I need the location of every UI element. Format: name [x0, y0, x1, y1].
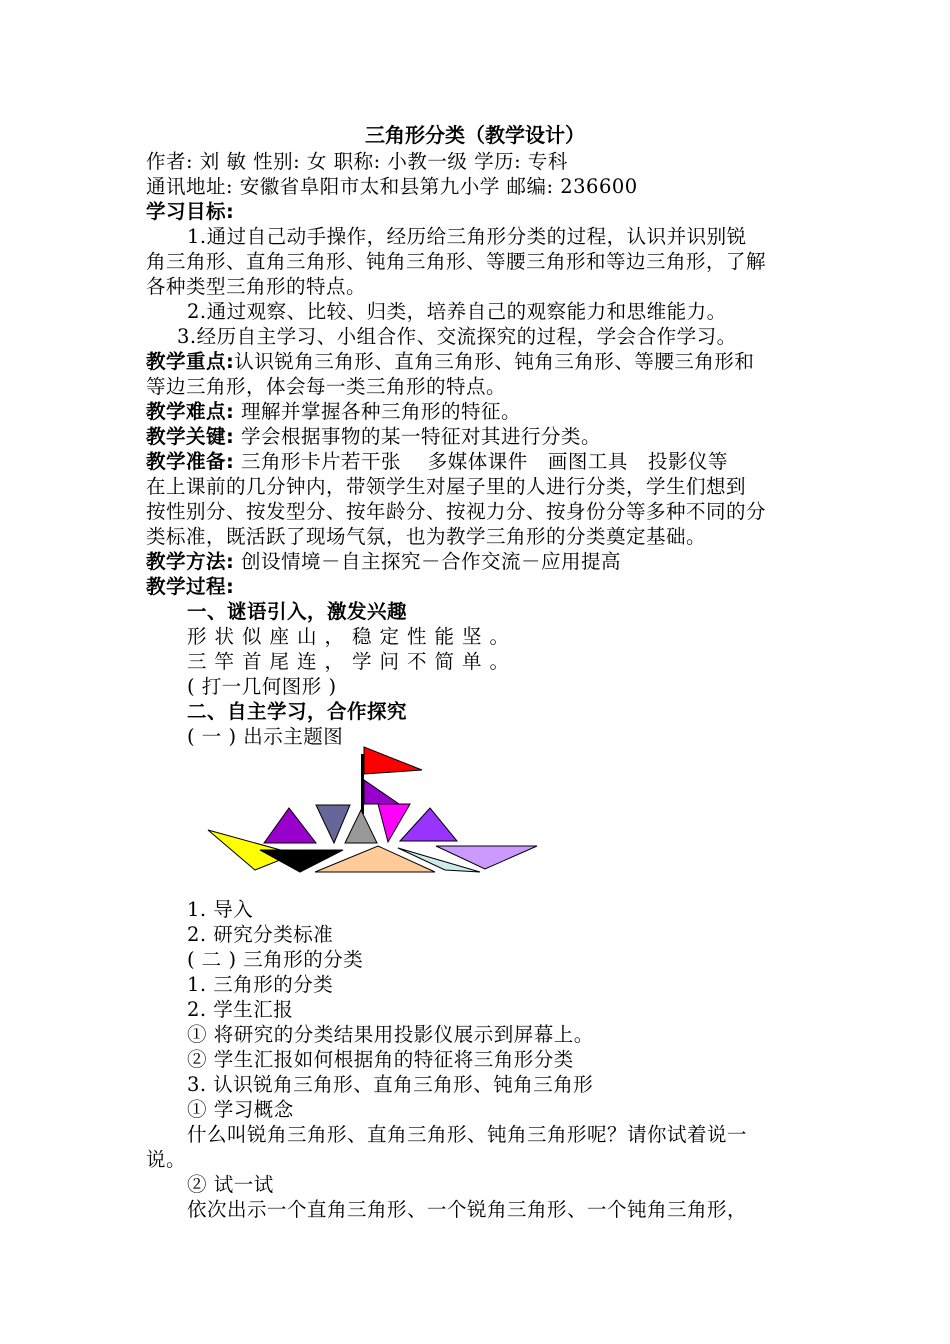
circled-item-2: ② 学生汇报如何根据角的特征将三角形分类 — [187, 1048, 574, 1071]
method-text: 创设情境－自主探究－合作交流－应用提高 — [241, 550, 622, 573]
prep-label: 教学准备: — [146, 450, 235, 473]
violet-triangle-left — [264, 808, 316, 843]
prep-paragraph-line-1: 在上课前的几分钟内，带领学生对屋子里的人进行分类，学生们想到 — [146, 475, 747, 498]
item-student-report: 2. 学生汇报 — [187, 998, 294, 1021]
riddle-hint: ( 打一几何图形 ) — [187, 675, 337, 698]
goal-1-line-2: 角三角形、直角三角形、钝角三角形、等腰三角形和等边三角形，了解 — [146, 250, 767, 273]
goal-1-line-3: 各种类型三角形的特点。 — [146, 275, 367, 298]
circled-item-1: ① 将研究的分类结果用投影仪展示到屏幕上。 — [187, 1023, 594, 1046]
circled-item-learn-concept: ① 学习概念 — [187, 1098, 294, 1121]
violet-triangle-right — [400, 808, 457, 841]
process-heading: 教学过程: — [146, 575, 235, 598]
crux-label: 教学关键: — [146, 425, 235, 448]
subsection-2-heading: ( 二 ) 三角形的分类 — [187, 948, 364, 971]
method-label: 教学方法: — [146, 550, 235, 573]
key-point-text: 认识锐角三角形、直角三角形、钝角三角形、等腰三角形和 — [234, 350, 755, 373]
gray-triangle — [345, 810, 377, 843]
difficulty-line — [146, 399, 810, 424]
prep-text: 三角形卡片若干张 多媒体课件 画图工具 投影仪等 — [241, 450, 729, 473]
question-line-1: 什么叫锐角三角形、直角三角形、钝角三角形呢？请你试着说一 — [187, 1123, 748, 1146]
crux-text: 学会根据事物的某一特征对其进行分类。 — [241, 425, 602, 448]
subsection-1-heading: ( 一 ) 出示主题图 — [187, 725, 344, 748]
section-1-heading: 一、谜语引入，激发兴趣 — [187, 600, 408, 623]
key-point-line-1 — [146, 349, 810, 374]
goal-3: 3.经历自主学习、小组合作、交流探究的过程，学会合作学习。 — [177, 325, 737, 348]
goal-2: 2.通过观察、比较、归类，培养自己的观察能力和思维能力。 — [187, 300, 727, 323]
difficulty-label: 教学难点: — [146, 400, 235, 423]
item-classification-standard: 2. 研究分类标准 — [187, 923, 334, 946]
item-triangle-classification: 1. 三角形的分类 — [187, 973, 334, 996]
address-line: 通讯地址: 安徽省阜阳市太和县第九小学 邮编: 236600 — [146, 175, 638, 198]
item-intro: 1. 导入 — [187, 898, 254, 921]
riddle-line-2: 三竿首尾连，学问不简单。 — [187, 650, 518, 673]
prep-line — [146, 449, 810, 474]
circled-item-try: ② 试一试 — [187, 1173, 274, 1196]
goal-1-line-1: 1.通过自己动手操作，经历给三角形分类的过程，认识并识别锐 — [187, 225, 747, 248]
prep-paragraph-line-3: 类标准，既活跃了现场气氛，也为教学三角形的分类奠定基础。 — [146, 525, 707, 548]
last-line: 依次出示一个直角三角形、一个锐角三角形、一个钝角三角形， — [187, 1198, 748, 1221]
tangram-boat-figure — [200, 742, 545, 882]
page-title: 三角形分类（教学设计） — [365, 123, 585, 147]
author-line: 作者: 刘 敏 性别: 女 职称: 小教一级 学历: 专科 — [146, 150, 568, 173]
slate-triangle — [316, 805, 350, 843]
riddle-line-1: 形状似座山，稳定性能坚。 — [187, 625, 518, 648]
purple-flag-triangle — [364, 780, 399, 804]
method-line — [146, 549, 810, 574]
item-recognize-triangles: 3. 认识锐角三角形、直角三角形、钝角三角形 — [187, 1073, 594, 1096]
difficulty-text: 理解并掌握各种三角形的特征。 — [241, 400, 522, 423]
question-line-2: 说。 — [146, 1148, 187, 1171]
red-flag — [364, 747, 422, 774]
key-point-label: 教学重点: — [146, 350, 235, 373]
prep-paragraph-line-2: 按性别分、按发型分、按年龄分、按视力分、按身份分等多种不同的分 — [146, 500, 767, 523]
goals-heading: 学习目标: — [146, 200, 235, 223]
crux-line — [146, 424, 810, 449]
section-2-heading: 二、自主学习，合作探究 — [187, 700, 408, 723]
key-point-line-2: 等边三角形，体会每一类三角形的特点。 — [146, 375, 507, 398]
